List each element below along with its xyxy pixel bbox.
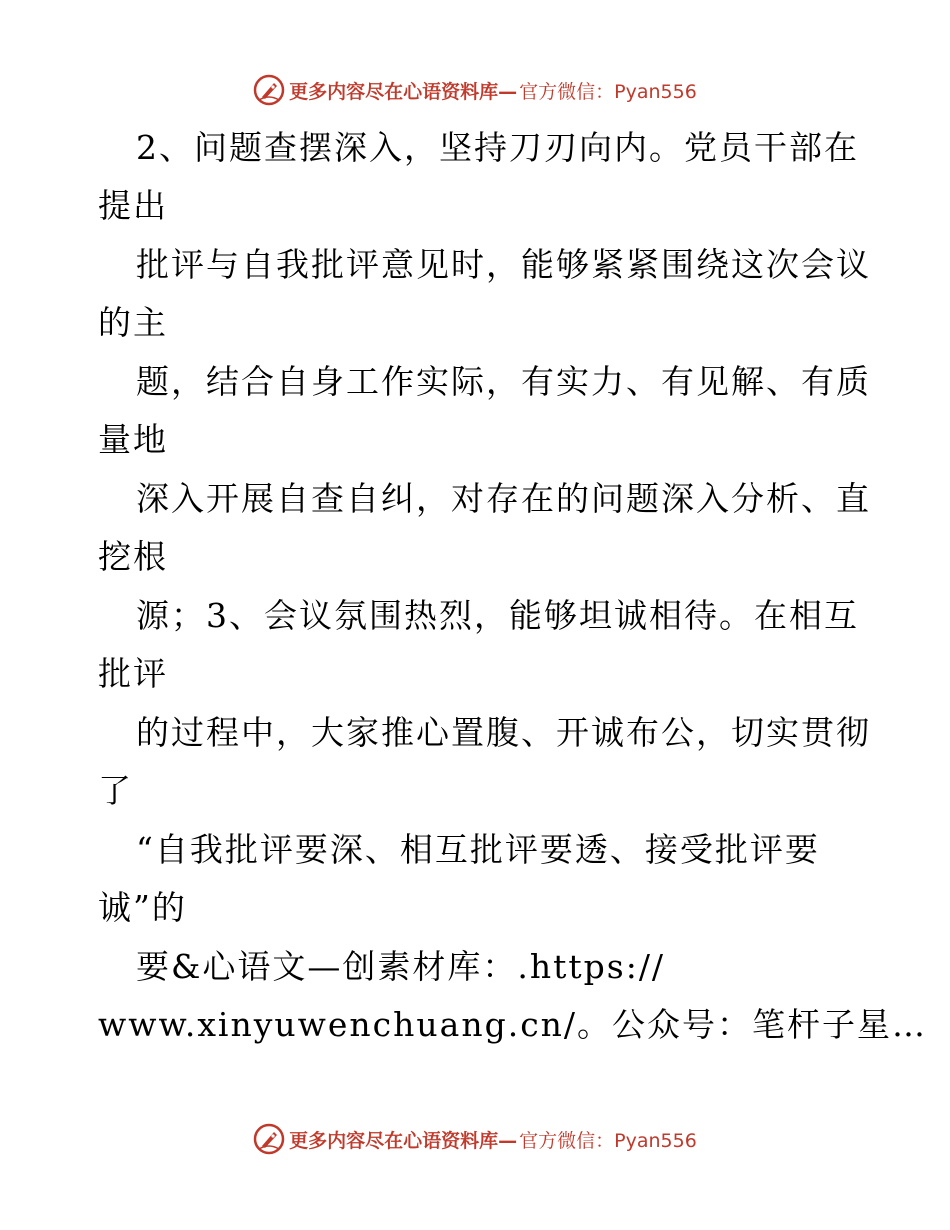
- text-line: “自我批评要深、相互批评要透、接受批评要: [136, 830, 820, 869]
- text-line: 挖根: [98, 537, 168, 576]
- text-line: 的过程中，大家推心置腹、开诚布公，切实贯彻: [136, 713, 871, 752]
- text-line: 的主: [98, 303, 168, 342]
- text-line: 批评与自我批评意见时，能够紧紧围绕这次会议: [136, 245, 871, 284]
- footer-banner: [0, 1121, 950, 1157]
- text-line: 源；3、会议氛围热烈，能够坦诚相待。在相互: [136, 596, 859, 635]
- text-line: 批评: [98, 654, 168, 693]
- pen-nib-logo-icon: [253, 1123, 285, 1155]
- footer-banner-text: 更多内容尽在心语资料库— 官方微信：Pyan556: [289, 1129, 697, 1152]
- text-line: 量地: [98, 420, 168, 459]
- text-line: 提出: [98, 186, 168, 225]
- text-line: 深入开展自查自纠，对存在的问题深入分析、直: [136, 479, 871, 518]
- text-line: 题，结合自身工作实际，有实力、有见解、有质: [136, 362, 871, 401]
- text-line: 2、问题查摆深入，坚持刀刃向内。党员干部在: [136, 128, 859, 167]
- text-line: 了: [98, 771, 133, 810]
- pen-nib-logo-icon: [253, 74, 285, 106]
- footer-wechat-id: 官方微信：Pyan556: [519, 1129, 697, 1152]
- text-line: 诚”的: [98, 888, 187, 927]
- text-line: 要&心语文—创素材库：.https://: [136, 947, 666, 986]
- header-banner-text: 更多内容尽在心语资料库— 官方微信：Pyan556: [289, 80, 697, 103]
- text-line: www.xinyuwenchuang.cn/。公众号：笔杆子星…: [98, 1005, 928, 1044]
- header-wechat-id: 官方微信：Pyan556: [519, 80, 697, 103]
- header-banner: [0, 72, 950, 108]
